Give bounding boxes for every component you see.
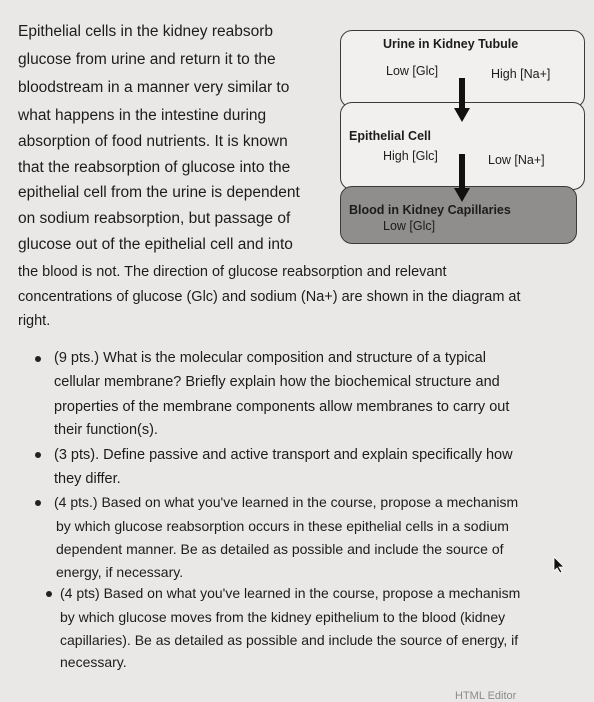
question-line: they differ. bbox=[54, 471, 121, 487]
question-line: capillaries). Be as detailed as possible and include the source of energy, if bbox=[60, 632, 519, 648]
question-line: by which glucose reabsorption occurs in these epithelial cells in a sodium bbox=[56, 518, 509, 534]
bullet-icon bbox=[46, 591, 52, 597]
question-line: (9 pts.) What is the molecular composition and structure of a typical bbox=[54, 350, 486, 366]
intro-line: the blood is not. The direction of glucose reabsorption and relevant bbox=[18, 264, 447, 280]
intro-line: epithelial cell from the urine is dependent bbox=[18, 184, 300, 201]
intro-line: glucose out of the epithelial cell and into bbox=[18, 236, 293, 253]
intro-line: absorption of food nutrients. It is known bbox=[18, 133, 288, 150]
urine-na-label: High [Na+] bbox=[491, 67, 551, 81]
question-line: their function(s). bbox=[54, 422, 158, 438]
intro-line: on sodium reabsorption, but passage of bbox=[18, 210, 291, 227]
epithelial-cell-title: Epithelial Cell bbox=[349, 129, 431, 143]
urine-tubule-title: Urine in Kidney Tubule bbox=[383, 37, 519, 51]
question-line: necessary. bbox=[60, 654, 127, 670]
question-line: energy, if necessary. bbox=[56, 564, 184, 580]
down-arrow-icon bbox=[454, 154, 470, 204]
down-arrow-icon bbox=[454, 78, 470, 124]
urine-glc-label: Low [Glc] bbox=[386, 64, 439, 78]
bullet-icon bbox=[35, 356, 41, 362]
intro-line: Epithelial cells in the kidney reabsorb bbox=[18, 23, 274, 40]
bullet-icon bbox=[35, 452, 41, 458]
question-line: (3 pts). Define passive and active transport and explain specifically how bbox=[54, 447, 513, 463]
glucose-reabsorption-diagram bbox=[340, 30, 586, 246]
question-line: (4 pts.) Based on what you've learned in the course, propose a mechanism bbox=[54, 494, 519, 510]
intro-line: that the reabsorption of glucose into the bbox=[18, 159, 291, 176]
question-line: cellular membrane? Briefly explain how the biochemical structure and bbox=[54, 374, 500, 390]
blood-capillaries-title: Blood in Kidney Capillaries bbox=[349, 203, 511, 217]
cell-na-label: Low [Na+] bbox=[488, 153, 545, 167]
question-line: properties of the membrane components allow membranes to carry out bbox=[54, 399, 510, 415]
intro-line: bloodstream in a manner very similar to bbox=[18, 79, 290, 96]
bullet-icon bbox=[35, 500, 41, 506]
mouse-cursor-icon bbox=[553, 556, 565, 574]
question-line: by which glucose moves from the kidney epithelium to the blood (kidney bbox=[60, 609, 506, 625]
footer-label: HTML Editor bbox=[455, 690, 517, 702]
intro-line: glucose from urine and return it to the bbox=[18, 51, 276, 68]
cell-glc-label: High [Glc] bbox=[383, 149, 438, 163]
intro-line: concentrations of glucose (Glc) and sodium (Na+) are shown in the diagram at bbox=[18, 289, 521, 305]
question-line: dependent manner. Be as detailed as possible and include the source of bbox=[56, 541, 504, 557]
intro-line: what happens in the intestine during bbox=[18, 107, 267, 124]
blood-glc-label: Low [Glc] bbox=[383, 219, 436, 233]
question-line: (4 pts) Based on what you've learned in the course, propose a mechanism bbox=[60, 585, 521, 601]
intro-line: right. bbox=[18, 313, 51, 329]
